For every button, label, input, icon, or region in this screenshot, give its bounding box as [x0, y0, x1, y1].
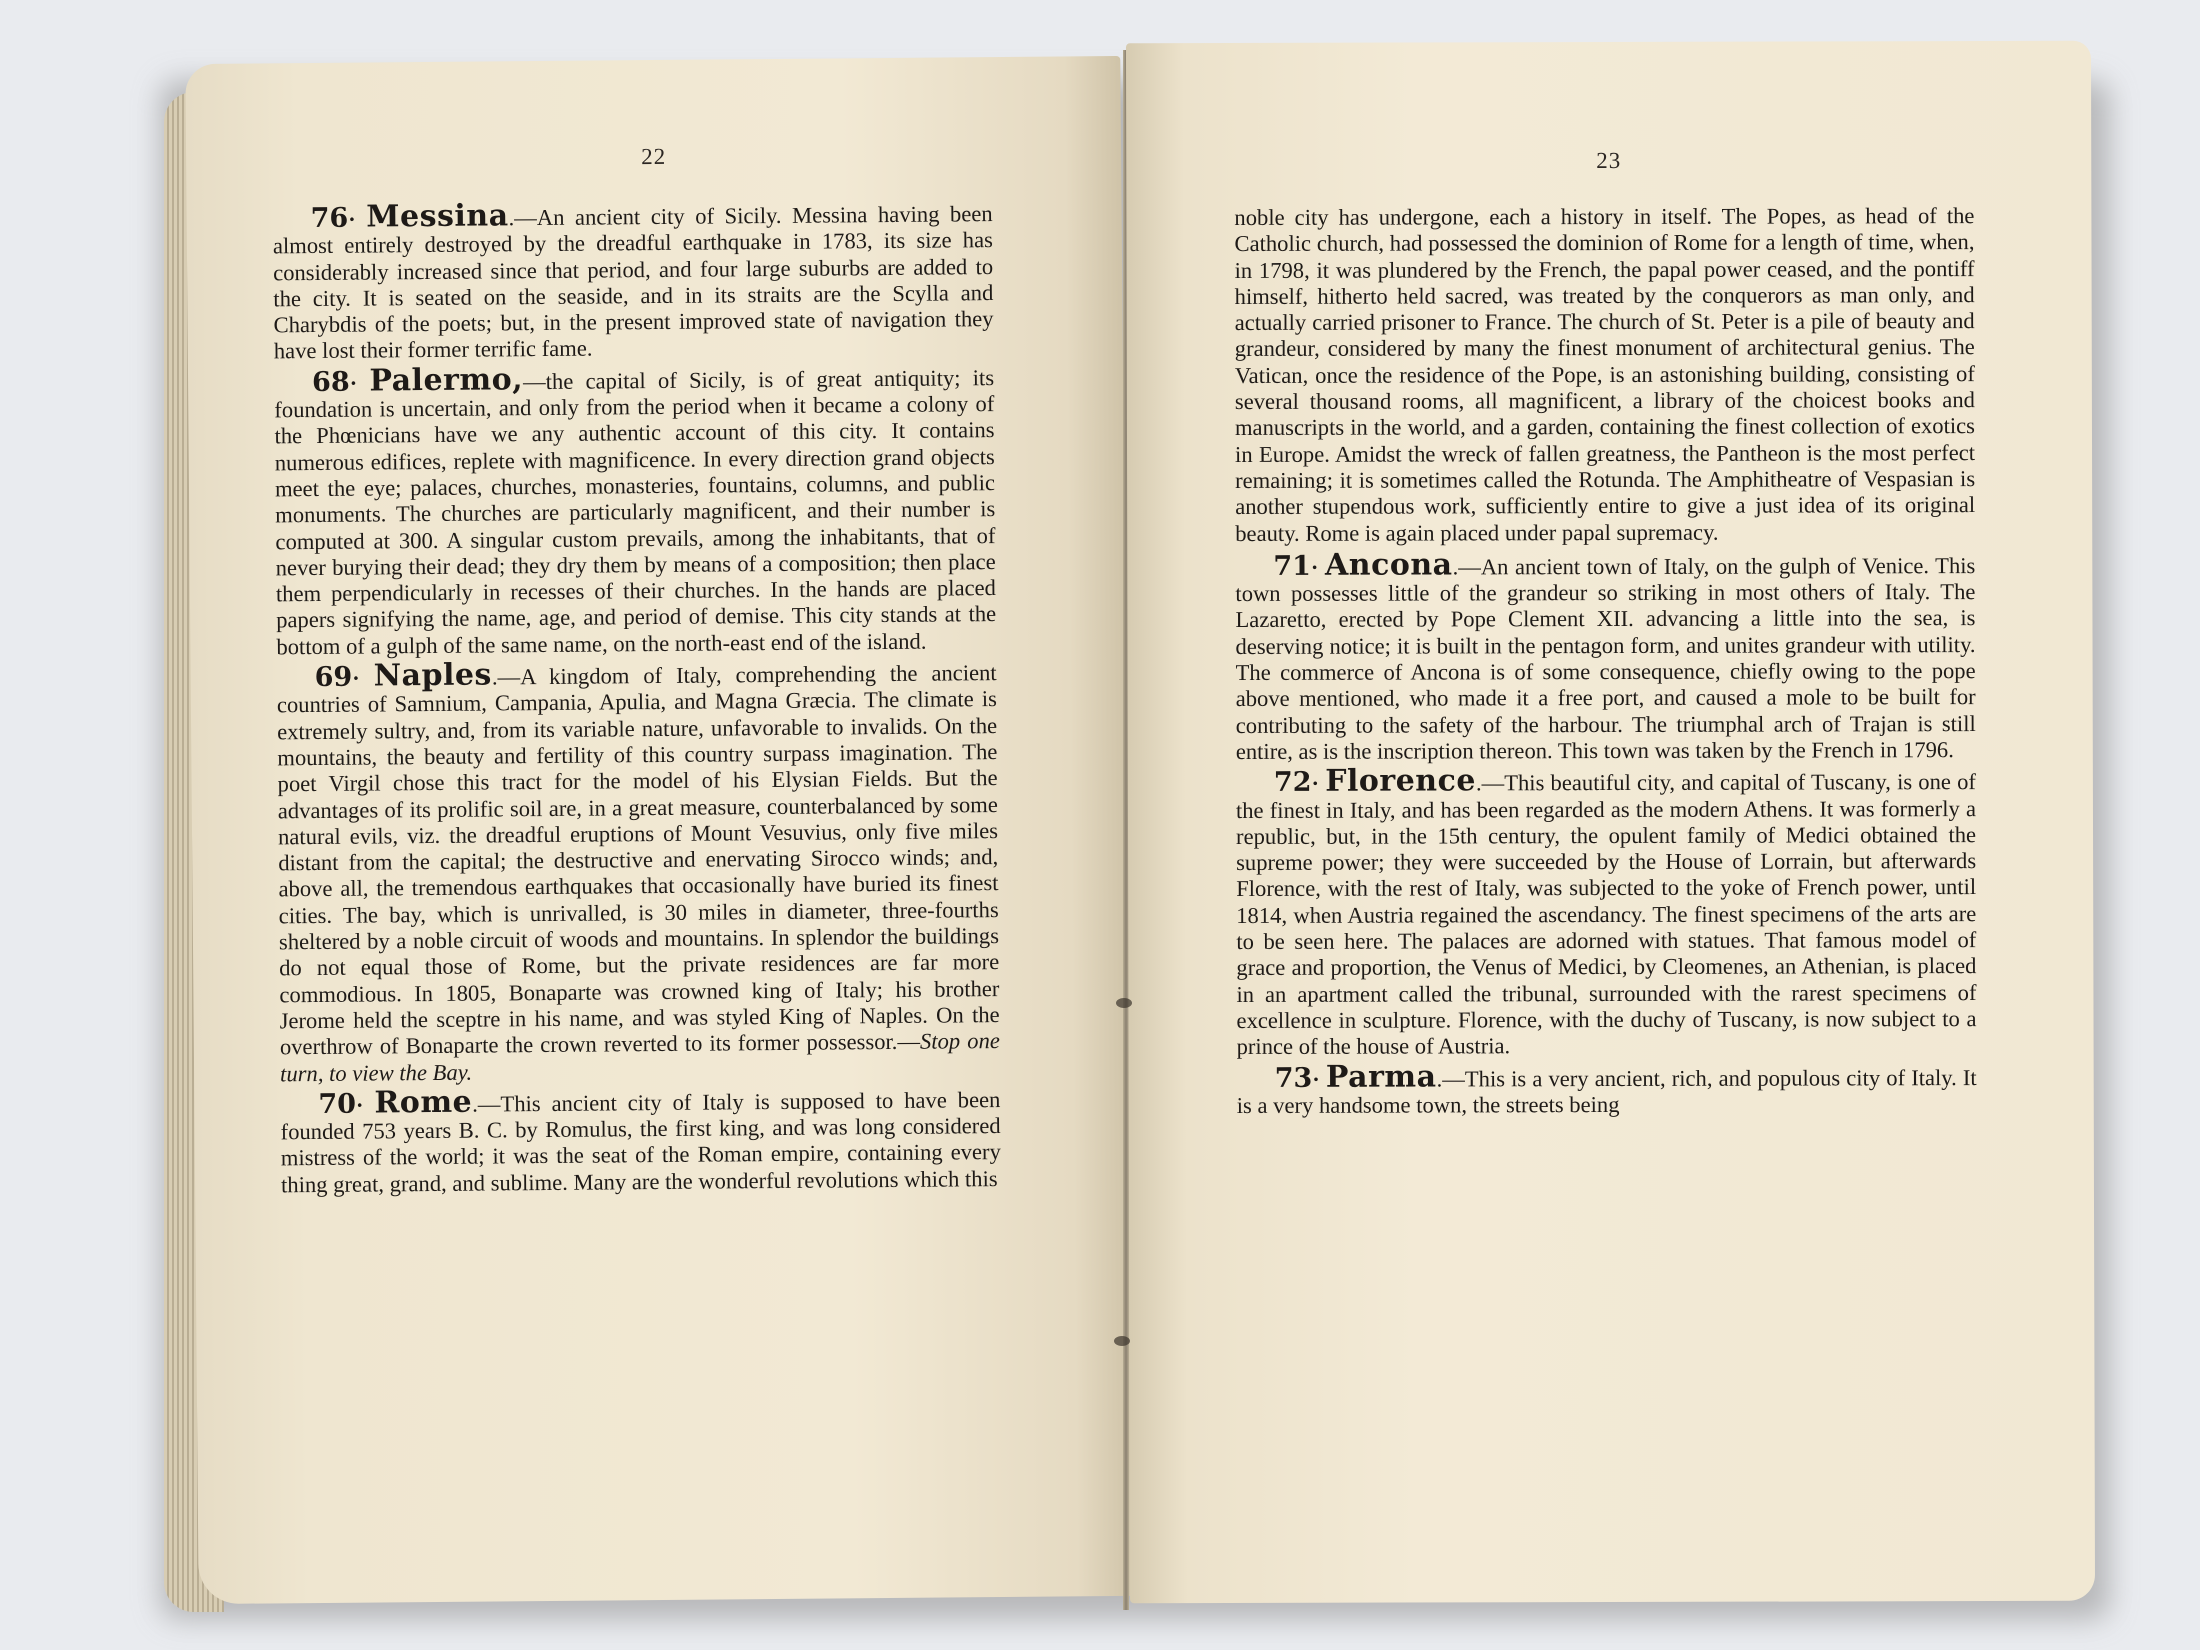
- entry-number: 69: [314, 661, 353, 694]
- entry-naples: 69· Naples.—A kingdom of Italy, comprehending the ancient countries of Samnium, Campania, Apulia, and Magna Græcia. The climate is extremely sultry, and, from its variable nature, unfavorable to invalids. On the mountains, the beauty and fertility of this country surpass imagination. The poet Virgil chose this tract for the model of his Elysian Fields. But the advantages of its prolific soil are, in a great measure, counterbalanced by some natural evils, viz. the dreadful eruptions of Mount Vesuvius, only five miles distant from the capital; the destructive and enervating Sirocco winds; and, above all, the tremendous earthquakes that occasionally have buried its finest cities. The bay, which is unrivalled, is 30 miles in diameter, three-fourths sheltered by a noble circuit of woods and mountains. In splendor the buildings do not equal those of Rome, but the private residences are far more commodious. In 1805, Bonaparte was crowned king of Italy; his brother Jerome held the sceptre in his name, and was styled King of Naples. On the overthrow of Bonaparte the crown reverted to its former possessor.—Stop one turn, to view the Bay.: [276, 657, 1000, 1086]
- entry-title: Ancona: [1324, 547, 1453, 583]
- entry-separator: .—: [472, 1091, 501, 1117]
- entry-text: An ancient city of Sicily. Messina having been almost entirely destroyed by the dreadful earthquake in 1783, its size has considerably increased since that period, and four large suburbs are added to the city. It is seated on the seaside, and in its straits are the Scylla and Charybdis of the poets; but, in the present improved state of navigation they have lost their former terrific fame.: [272, 201, 994, 364]
- binding-thread: [1114, 1336, 1130, 1346]
- entry-title: Rome: [374, 1084, 473, 1121]
- entry-separator: .—: [1475, 770, 1505, 796]
- entry-number: 76: [310, 202, 349, 235]
- entry-title: Parma: [1325, 1058, 1437, 1095]
- entry-rome: 70· Rome.—This ancient city of Italy is supposed to have been founded 753 years B. C. by Romulus, the first king, and was long considered mistress of the world; it was the seat of the Roman empire, containing every thing great, grand, and sublime. Many are the wonderful revolutions which this: [280, 1084, 1001, 1198]
- entry-ancona: 71· Ancona.—An ancient town of Italy, on the gulph of Venice. This town possesses little of the grandeur so striking in most others of Italy. The Lazaretto, erected by Pope Clement XII. advancing a little into the sea, is deserving notice; it is built in the pentagon form, and unites grandeur with utility. The commerce of Ancona is of some consequence, chiefly owing to the pope above mentioned, who made it a free port, and caused a mole to be built for contributing to the safety of the harbour. The triumphal arch of Trajan is still entire, as is the inscription thereon. This town was taken by the French in 1796.: [1235, 547, 1976, 764]
- entry-number: 68: [311, 366, 350, 398]
- entry-text: This beautiful city, and capital of Tuscany, is one of the finest in Italy, and has been regarded as the modern Athens. It was formerly a republic, but, in the 15th century, the opulent family of Medici obtained the supreme power; they were succeeded by the House of Lorrain, but afterwards Florence, with the rest of Italy, was subjected to the yoke of French power, until 1814, when Austria regained the ascendancy. The finest specimens of the arts are to be seen here. The palaces are adorned with statues. That famous model of grace and proportion, the Venus of Medici, by Cleomenes, an Athenian, is placed in an apartment called the tribunal, surrounded with the rarest specimens of excellence in sculpture. Florence, with the duchy of Tuscany, is now subject to a prince of the house of Austria.: [1235, 769, 1977, 1060]
- entry-separator: .—: [508, 205, 537, 231]
- entry-separator: .—: [1452, 554, 1481, 580]
- page-number-right: 23: [1596, 147, 1622, 174]
- entry-separator: .—: [1436, 1065, 1465, 1091]
- entry-number: 73: [1274, 1062, 1313, 1094]
- entry-instruction: Stop one turn, to view the Bay.: [279, 1028, 1000, 1086]
- page-number-left: 22: [641, 143, 667, 170]
- left-page: [185, 56, 1133, 1604]
- entry-number: 71: [1273, 550, 1311, 582]
- entry-number: 70: [318, 1088, 357, 1120]
- entry-messina: 76· Messina.—An ancient city of Sicily. Messina having been almost entirely destroyed by the dreadful earthquake in 1783, its size has considerably increased since that period, and four large suburbs are added to the city. It is seated on the seaside, and in its straits are the Scylla and Charybdis of the poets; but, in the present improved state of navigation they have lost their former terrific fame.: [272, 198, 994, 364]
- entry-text: the capital of Sicily, is of great antiquity; its foundation is uncertain, and only from the period when it became a colony of the Phœnicians have we any authentic account of this city. It contains numerous edifices, replete with magnificence. In every direction grand objects meet the eye; palaces, churches, monasteries, fountains, columns, and public monuments. The churches are particularly magnificent, and their number is computed at 300. A singular custom prevails, among the inhabitants, that of never burying their dead; they dry them by means of a composition; then place them perpendicularly in recesses of their churches. In the hands are placed papers signifying the name, age, and period of demise. This city stands at the bottom of a gulph of the same name, on the north-east end of the island.: [274, 364, 997, 660]
- left-page-text: [273, 199, 1002, 1202]
- entry-florence: 72· Florence.—This beautiful city, and capital of Tuscany, is one of the finest in Italy, and has been regarded as the modern Athens. It was formerly a republic, but, in the 15th century, the opulent family of Medici obtained the supreme power; they were succeeded by the House of Lorrain, but afterwards Florence, with the rest of Italy, was subjected to the yoke of French power, until 1814, when Austria regained the ascendancy. The finest specimens of the arts are to be seen here. The palaces are adorned with statues. That famous model of grace and proportion, the Venus of Medici, by Cleomenes, an Athenian, is placed in an apartment called the tribunal, surrounded with the rarest specimens of excellence in sculpture. Florence, with the duchy of Tuscany, is now subject to a prince of the house of Austria.: [1235, 763, 1977, 1060]
- entry-text: An ancient town of Italy, on the gulph of Venice. This town possesses little of the grandeur so striking in most others of Italy. The Lazaretto, erected by Pope Clement XII. advancing a little into the sea, is deserving notice; it is built in the pentagon form, and unites grandeur with utility. The commerce of Ancona is of some consequence, chiefly owing to the pope above mentioned, who made it a free port, and caused a mole to be built for contributing to the safety of the harbour. The triumphal arch of Trajan is still entire, as is the inscription thereon. This town was taken by the French in 1796.: [1235, 552, 1976, 764]
- entry-separator: .—: [491, 664, 521, 690]
- entry-title: Palermo,: [369, 361, 524, 399]
- entry-title: Naples: [373, 657, 493, 694]
- entry-rome-continued: noble city has undergone, each a history in itself. The Popes, as head of the Catholic church, had possessed the dominion of Rome for a length of time, when, in 1798, it was plundered by the French, the papal power ceased, and the pontiff himself, hitherto held sacred, was treated by the conquerors as man only, and actually carried prisoner to France. The church of St. Peter is a pile of beauty and grandeur, considered by many the finest monument of architectural genius. The Vatican, once the residence of the Pope, is an astonishing building, consisting of several thousand rooms, all magnificent, a library of the choicest books and manuscripts in the world, and a garden, containing the finest collection of exotics in Europe. Amidst the wreck of fallen greatness, the Pantheon is the most perfect remaining; it is sometimes called the Rotunda. The Amphitheatre of Vespasian is another stupendous work, sufficiently entire to give a just idea of its original beauty. Rome is again placed under papal supremacy.: [1234, 203, 1976, 546]
- entry-parma: 73· Parma.—This is a very ancient, rich, and populous city of Italy. It is a very handsome town, the streets being: [1236, 1058, 1977, 1118]
- entry-title: Florence: [1325, 763, 1476, 799]
- entry-number: 72: [1273, 767, 1312, 799]
- entry-separator: —: [523, 368, 546, 394]
- entry-palermo: 68· Palermo,—the capital of Sicily, is of great antiquity; its foundation is uncertain, and only from the period when it became a colony of the Phœnicians have we any authentic account of this city. It contains numerous edifices, replete with magnificence. In every direction grand objects meet the eye; palaces, churches, monasteries, fountains, columns, and public monuments. The churches are particularly magnificent, and their number is computed at 300. A singular custom prevails, among the inhabitants, that of never burying their dead; they dry them by means of a composition; then place them perpendicularly in recesses of their churches. In the hands are placed papers signifying the name, age, and period of demise. This city stands at the bottom of a gulph of the same name, on the north-east end of the island.: [274, 361, 997, 660]
- entry-title: Messina: [366, 198, 509, 235]
- entry-text: This is a very ancient, rich, and populous city of Italy. It is a very handsome town, the streets being: [1236, 1064, 1977, 1118]
- binding-thread: [1116, 998, 1132, 1008]
- right-page-text: [1234, 203, 1976, 1123]
- right-page: [1126, 41, 2095, 1604]
- entry-text: This ancient city of Italy is supposed to have been founded 753 years B. C. by Romulus, the first king, and was long considered mistress of the world; it was the seat of the Roman empire, containing every thing great, grand, and sublime. Many are the wonderful revolutions which this: [280, 1086, 1001, 1198]
- entry-text: A kingdom of Italy, comprehending the ancient countries of Samnium, Campania, Apulia, and Magna Græcia. The climate is extremely sultry, and, from its variable nature, unfavorable to invalids. On the mountains, the beauty and fertility of this country surpass imagination. The poet Virgil chose this tract for the model of his Elysian Fields. But the advantages of its prolific soil are, in a great measure, counterbalanced by some natural evils, viz. the dreadful eruptions of Mount Vesuvius, only five miles distant from the capital; the destructive and enervating Sirocco winds; and, above all, the tremendous earthquakes that occasionally have buried its finest cities. The bay, which is unrivalled, is 30 miles in diameter, three-fourths sheltered by a noble circuit of woods and mountains. In splendor the buildings do not equal those of Rome, but the private residences are far more commodious. In 1805, Bonaparte was crowned king of Italy; his brother Jerome held the sceptre in his name, and was styled King of Naples. On the overthrow of Bonaparte the crown reverted to its former possessor.—: [276, 660, 1000, 1060]
